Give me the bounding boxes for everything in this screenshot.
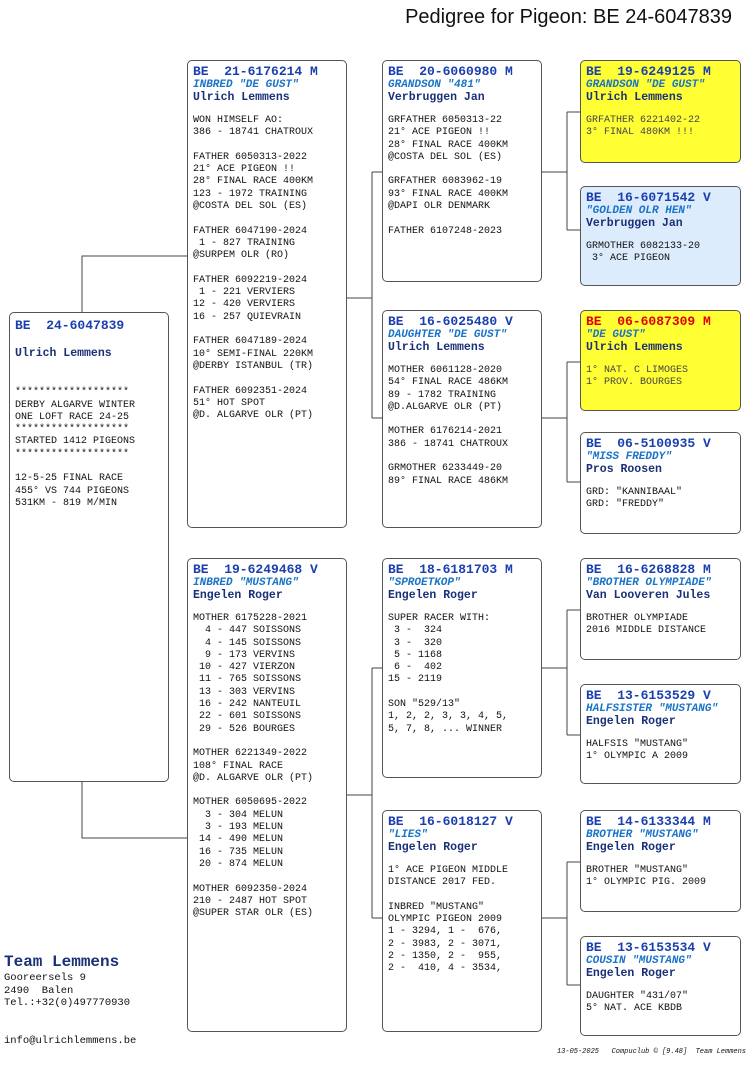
father-card[interactable] [187,60,347,528]
great-grandparent-6-ring-number: BE 13-6153529 V [586,688,711,703]
paternal-grandfather-nickname: GRANDSON "481" [388,79,481,91]
maternal-grandfather-owner: Engelen Roger [388,589,478,602]
great-grandparent-5-owner: Van Looveren Jules [586,589,711,602]
mother-ring-number: BE 19-6249468 V [193,562,318,577]
paternal-grandfather-ring-number: BE 20-6060980 M [388,64,513,79]
great-grandparent-1-nickname: GRANDSON "DE GUST" [586,79,705,91]
page-title: Pedigree for Pigeon: BE 24-6047839 [405,6,732,28]
subject-ring-number: BE 24-6047839 [15,318,125,333]
paternal-grandmother-owner: Ulrich Lemmens [388,341,485,354]
great-grandparent-5-nickname: "BROTHER OLYMPIADE" [586,577,712,589]
paternal-grandmother-nickname: DAUGHTER "DE GUST" [388,329,507,341]
maternal-grandmother-notes: 1° ACE PIGEON MIDDLE DISTANCE 2017 FED. INBRED "MUSTANG" OLYMPIC PIGEON 2009 1 - 3294, 1 - 676, 2 - 3983, 2 - 3071, 2 - 1350, 2 - 955, 2 - 410, 4 - 3534, [388,865,509,975]
great-grandparent-8-owner: Engelen Roger [586,967,676,980]
great-grandparent-5-notes: BROTHER OLYMPIADE 2016 MIDDLE DISTANCE [586,613,707,637]
great-grandparent-2-ring-number: BE 16-6071542 V [586,190,711,205]
great-grandparent-2-owner: Verbruggen Jan [586,217,683,230]
great-grandparent-5-ring-number: BE 16-6268828 M [586,562,711,577]
team-phone: Tel.:+32(0)497770930 [4,997,131,1009]
great-grandparent-8-notes: DAUGHTER "431/07" 5° NAT. ACE KBDB [586,991,689,1015]
mother-card[interactable] [187,558,347,1032]
team-email-link[interactable]: info@ulrichlemmens.be [4,1035,137,1047]
great-grandparent-3-owner: Ulrich Lemmens [586,341,683,354]
paternal-grandmother-card[interactable] [382,310,542,528]
great-grandparent-3-ring-number: BE 06-6087309 M [586,314,711,329]
great-grandparent-2-notes: GRMOTHER 6082133-20 3° ACE PIGEON [586,241,701,265]
father-owner: Ulrich Lemmens [193,91,290,104]
father-notes: WON HIMSELF AO: 386 - 18741 CHATROUX FATHER 6050313-2022 21° ACE PIGEON !! 28° FINAL RACE 400KM 123 - 1972 TRAINING @COSTA DEL SOL (ES) FATHER 6047190-2024 1 - 827 TRAINING @SURPEM OLR (RO) FATHER 6092219-2024 1 - 221 VERVIERS 12 - 420 VERVIERS 16 - 257 QUIEVRAIN FATHER 6047189-2024 10° SEMI-FINAL 220KM @DERBY ISTANBUL (TR) FATHER 6092351-2024 51° HOT SPOT @D. ALGARVE OLR (PT) [193,115,314,422]
great-grandparent-1-notes: GRFATHER 6221402-22 3° FINAL 480KM !!! [586,115,701,139]
great-grandparent-card-5[interactable] [580,558,741,660]
maternal-grandmother-owner: Engelen Roger [388,841,478,854]
great-grandparent-7-notes: BROTHER "MUSTANG" 1° OLYMPIC PIG. 2009 [586,865,707,889]
great-grandparent-8-nickname: COUSIN "MUSTANG" [586,955,692,967]
great-grandparent-7-ring-number: BE 14-6133344 M [586,814,711,829]
subject-notes: ******************* DERBY ALGARVE WINTER ONE LOFT RACE 24-25 ******************* STARTED 1412 PIGEONS ******************* 12-5-25 FINAL RACE 455° VS 744 PIGEONS 531KM - 819 M/MIN [15,387,136,509]
great-grandparent-7-nickname: BROTHER "MUSTANG" [586,829,699,841]
paternal-grandmother-ring-number: BE 16-6025480 V [388,314,513,329]
maternal-grandfather-notes: SUPER RACER WITH: 3 - 324 3 - 320 5 - 1168 6 - 402 15 - 2119 SON "529/13" 1, 2, 2, 3, 3, 4, 5, 5, 7, 8, ... WINNER [388,613,509,735]
great-grandparent-7-owner: Engelen Roger [586,841,676,854]
great-grandparent-4-notes: GRD: "KANNIBAAL" GRD: "FREDDY" [586,487,683,511]
footer-credit: 13-05-2025 Compuclub © [9.48] Team Lemmens [556,1048,746,1056]
team-address-city: 2490 Balen [4,984,74,997]
paternal-grandmother-notes: MOTHER 6061128-2020 54° FINAL RACE 486KM 89 - 1782 TRAINING @D.ALGARVE OLR (PT) MOTHER 6176214-2021 386 - 18741 CHATROUX GRMOTHER 6233449-20 89° FINAL RACE 486KM [388,365,509,487]
team-address-street: Gooreersels 9 [4,972,86,984]
great-grandparent-card-8[interactable] [580,936,741,1036]
team-contact-block [4,952,130,1010]
maternal-grandmother-card[interactable] [382,810,542,1032]
great-grandparent-6-nickname: HALFSISTER "MUSTANG" [586,703,719,715]
subject-owner: Ulrich Lemmens [15,347,112,360]
father-ring-number: BE 21-6176214 M [193,64,318,79]
great-grandparent-4-owner: Pros Roosen [586,463,662,476]
great-grandparent-4-nickname: "MISS FREDDY" [586,451,672,463]
great-grandparent-3-notes: 1° NAT. C LIMOGES 1° PROV. BOURGES [586,365,689,389]
maternal-grandfather-card[interactable] [382,558,542,778]
maternal-grandfather-nickname: "SPROETKOP" [388,577,461,589]
great-grandparent-4-ring-number: BE 06-5100935 V [586,436,711,451]
great-grandparent-8-ring-number: BE 13-6153534 V [586,940,711,955]
paternal-grandfather-owner: Verbruggen Jan [388,91,485,104]
great-grandparent-card-2[interactable] [580,186,741,286]
paternal-grandfather-notes: GRFATHER 6050313-22 21° ACE PIGEON !! 28° FINAL RACE 400KM @COSTA DEL SOL (ES) GRFATHER 6083962-19 93° FINAL RACE 400KM @DAPI OLR DENMARK FATHER 6107248-2023 [388,115,509,237]
great-grandparent-1-owner: Ulrich Lemmens [586,91,683,104]
maternal-grandfather-ring-number: BE 18-6181703 M [388,562,513,577]
great-grandparent-card-7[interactable] [580,810,741,912]
father-nickname: INBRED "DE GUST" [193,79,299,91]
great-grandparent-2-nickname: "GOLDEN OLR HEN" [586,205,692,217]
great-grandparent-card-4[interactable] [580,432,741,534]
great-grandparent-card-6[interactable] [580,684,741,784]
mother-notes: MOTHER 6175228-2021 4 - 447 SOISSONS 4 - 145 SOISSONS 9 - 173 VERVINS 10 - 427 VIERZON 11 - 765 SOISSONS 13 - 303 VERVINS 16 - 242 NANTEUIL 22 - 601 SOISSONS 29 - 526 BOURGES MOTHER 6221349-2022 108° FINAL RACE @D. ALGARVE OLR (PT) MOTHER 6050695-2022 3 - 304 MELUN 3 - 193 MELUN 14 - 490 MELUN 16 - 735 MELUN 20 - 874 MELUN MOTHER 6092350-2024 210 - 2487 HOT SPOT @SUPER STAR OLR (ES) [193,613,314,920]
maternal-grandmother-nickname: "LIES" [388,829,428,841]
great-grandparent-card-1[interactable] [580,60,741,163]
great-grandparent-card-3[interactable] [580,310,741,411]
great-grandparent-6-owner: Engelen Roger [586,715,676,728]
team-name: Team Lemmens [4,953,120,971]
mother-nickname: INBRED "MUSTANG" [193,577,299,589]
paternal-grandfather-card[interactable] [382,60,542,282]
great-grandparent-6-notes: HALFSIS "MUSTANG" 1° OLYMPIC A 2009 [586,739,689,763]
maternal-grandmother-ring-number: BE 16-6018127 V [388,814,513,829]
subject-pigeon-card[interactable] [9,312,169,782]
great-grandparent-1-ring-number: BE 19-6249125 M [586,64,711,79]
great-grandparent-3-nickname: "DE GUST" [586,329,646,341]
mother-owner: Engelen Roger [193,589,283,602]
